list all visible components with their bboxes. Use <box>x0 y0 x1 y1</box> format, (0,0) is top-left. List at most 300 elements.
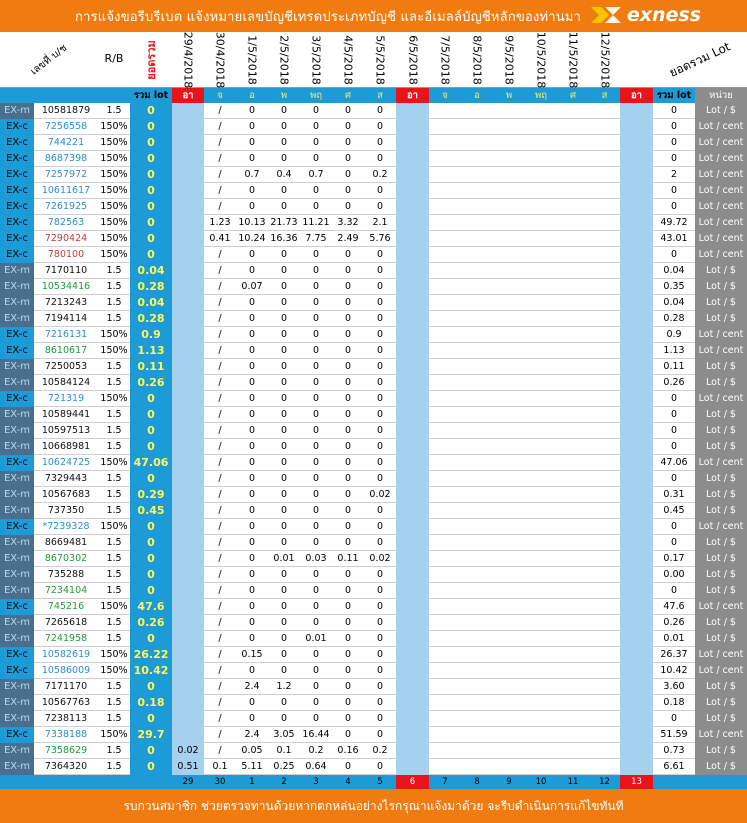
daily-lot: / <box>218 329 222 340</box>
daily-lot: 0 <box>280 665 288 676</box>
total-lot: 26.22 <box>130 647 172 663</box>
daily-lot: / <box>218 425 222 436</box>
unit-label: Lot / cent <box>695 519 747 535</box>
shaded-column <box>396 183 429 199</box>
unit-label: Lot / $ <box>695 407 747 423</box>
sum-lot: 0.26 <box>663 617 685 628</box>
date-header <box>525 32 557 88</box>
shaded-column <box>620 103 653 119</box>
account-number: 7261925 <box>44 201 88 212</box>
daily-lot: 0.15 <box>241 649 263 660</box>
account-header <box>0 32 98 88</box>
account-type: EX-c <box>0 455 34 471</box>
shaded-column <box>620 119 653 135</box>
account-type: EX-c <box>0 727 34 743</box>
total-lot: 0 <box>130 583 172 599</box>
table-row <box>0 615 747 631</box>
daily-lot: 16.36 <box>270 233 298 244</box>
daily-lot: 0 <box>312 393 320 404</box>
unit-label: Lot / cent <box>695 183 747 199</box>
account-type: EX-c <box>0 231 34 247</box>
logo-text: exness <box>626 4 701 26</box>
day-of-week-row <box>0 88 747 103</box>
unit-label: Lot / $ <box>695 679 747 695</box>
daily-lot <box>172 119 204 135</box>
daily-lot: 0 <box>312 249 320 260</box>
date-header <box>172 32 204 88</box>
shaded-column <box>396 455 429 471</box>
account-type: EX-m <box>0 487 34 503</box>
daily-lot: / <box>218 521 222 532</box>
account-number: 7338188 <box>44 729 88 740</box>
day-number-cell: 10 <box>535 777 547 787</box>
day-of-week-cell: ส <box>601 90 608 101</box>
rebate-rate: 150% <box>100 665 128 676</box>
daily-lot: 0 <box>312 201 320 212</box>
account-number: 8687398 <box>44 153 88 164</box>
shaded-column <box>620 679 653 695</box>
daily-lot: 0 <box>280 105 288 116</box>
table-row <box>0 199 747 215</box>
shaded-column <box>396 711 429 727</box>
daily-lot: 0 <box>248 553 256 564</box>
sum-lot: 0 <box>670 393 678 404</box>
daily-lot: 0 <box>344 761 352 772</box>
daily-lot: 0 <box>280 297 288 308</box>
daily-lot <box>172 519 204 535</box>
sum-lot: 0.00 <box>663 569 685 580</box>
account-type: EX-c <box>0 599 34 615</box>
daily-lot: 0 <box>376 425 384 436</box>
account-number: 7170110 <box>44 265 88 276</box>
table-row <box>0 519 747 535</box>
account-type: EX-m <box>0 471 34 487</box>
total-lot: 0.9 <box>130 327 172 343</box>
daily-lot: / <box>218 441 222 452</box>
account-type: EX-m <box>0 679 34 695</box>
account-number: *7239328 <box>42 521 90 532</box>
date-header <box>557 32 589 88</box>
shaded-column <box>620 423 653 439</box>
daily-lot: 0 <box>280 617 288 628</box>
account-number: 780100 <box>47 249 85 260</box>
daily-lot: 0 <box>248 537 256 548</box>
daily-lot <box>172 231 204 247</box>
shaded-column <box>396 151 429 167</box>
daily-lot: / <box>218 393 222 404</box>
table-row <box>0 183 747 199</box>
day-number-cell: 2 <box>281 777 287 787</box>
sum-header <box>653 32 747 88</box>
daily-lot: 0 <box>248 249 256 260</box>
rebate-rate: 150% <box>100 217 128 228</box>
daily-lot: 0 <box>312 121 320 132</box>
account-type: EX-m <box>0 311 34 327</box>
table-row <box>0 359 747 375</box>
date-header <box>589 32 620 88</box>
daily-lot: 0.03 <box>305 553 327 564</box>
total-lot: 0 <box>130 759 172 775</box>
shaded-column <box>396 263 429 279</box>
sum-lot: 6.61 <box>663 761 685 772</box>
sum-lot: 0.04 <box>663 297 685 308</box>
daily-lot: 0 <box>248 457 256 468</box>
daily-lot: 0.41 <box>209 233 231 244</box>
daily-lot: 0 <box>376 121 384 132</box>
date-header <box>364 32 396 88</box>
table-row <box>0 327 747 343</box>
day-number-row <box>0 775 747 789</box>
daily-lot: 0 <box>344 649 352 660</box>
account-type: EX-c <box>0 183 34 199</box>
daily-lot: / <box>218 569 222 580</box>
daily-lot: 0 <box>248 329 256 340</box>
rebate-rate: 1.5 <box>106 537 122 548</box>
daily-lot: 0 <box>376 521 384 532</box>
shaded-column <box>620 215 653 231</box>
rb-header-label: R/B <box>104 52 124 65</box>
total-lot: 0 <box>130 471 172 487</box>
account-number: 10567683 <box>41 489 91 500</box>
daily-lot: 0 <box>344 425 352 436</box>
sum-lot: 0 <box>670 537 678 548</box>
daily-lot: 0 <box>376 201 384 212</box>
total-lot: 0 <box>130 423 172 439</box>
total-lot: 0 <box>130 119 172 135</box>
rebate-rate: 150% <box>100 249 128 260</box>
daily-lot: / <box>218 137 222 148</box>
daily-lot: 0 <box>344 185 352 196</box>
unit-label: Lot / $ <box>695 279 747 295</box>
daily-lot: 0 <box>344 377 352 388</box>
table-row <box>0 695 747 711</box>
total-lot: 0.11 <box>130 359 172 375</box>
daily-lot: 0 <box>312 697 320 708</box>
date-header-label: 9/5/2018 <box>502 35 516 85</box>
rebate-rate: 1.5 <box>106 473 122 484</box>
daily-lot: / <box>218 169 222 180</box>
total-lot: 0.26 <box>130 615 172 631</box>
daily-lot: 0 <box>344 729 352 740</box>
daily-lot: / <box>218 265 222 276</box>
daily-lot: 0 <box>376 761 384 772</box>
account-number: 7213243 <box>44 297 88 308</box>
daily-lot: 0 <box>344 201 352 212</box>
table-row <box>0 727 747 743</box>
shaded-column <box>620 519 653 535</box>
table-row <box>0 263 747 279</box>
daily-lot: 0 <box>312 617 320 628</box>
shaded-column <box>396 647 429 663</box>
table-row <box>0 279 747 295</box>
daily-lot: / <box>218 201 222 212</box>
total-lot: 1.13 <box>130 343 172 359</box>
account-number: 7329443 <box>44 473 88 484</box>
table-row <box>0 311 747 327</box>
sum-lot: 0 <box>670 585 678 596</box>
account-type: EX-m <box>0 103 34 119</box>
account-number: 7358629 <box>44 745 88 756</box>
daily-lot: 0.02 <box>177 745 199 756</box>
date-header-label: 4/5/2018 <box>341 35 355 85</box>
unit-label: Lot / cent <box>695 599 747 615</box>
daily-lot: 0 <box>376 137 384 148</box>
daily-lot: / <box>218 105 222 116</box>
day-number-cell: 3 <box>313 777 319 787</box>
shaded-column <box>620 439 653 455</box>
shaded-column <box>396 663 429 679</box>
sum-lot: 0 <box>670 425 678 436</box>
shaded-column <box>620 359 653 375</box>
daily-lot: 0 <box>312 137 320 148</box>
sum-lot: 0.26 <box>663 377 685 388</box>
account-number: 10581879 <box>41 105 91 116</box>
daily-lot: 0 <box>248 393 256 404</box>
shaded-column <box>396 247 429 263</box>
shaded-column <box>396 679 429 695</box>
shaded-column <box>396 615 429 631</box>
daily-lot: 0 <box>344 121 352 132</box>
daily-lot: 0 <box>248 153 256 164</box>
total-lot: 0 <box>130 215 172 231</box>
unit-label: Lot / $ <box>695 311 747 327</box>
account-number: 10586009 <box>41 665 91 676</box>
daily-lot <box>172 487 204 503</box>
daily-lot: 0 <box>344 153 352 164</box>
unit-label: Lot / cent <box>695 343 747 359</box>
shaded-column <box>396 135 429 151</box>
shaded-column <box>620 647 653 663</box>
daily-lot: / <box>218 249 222 260</box>
total-lot: 0.28 <box>130 279 172 295</box>
daily-lot: 0 <box>280 361 288 372</box>
daily-lot: 0 <box>312 345 320 356</box>
shaded-column <box>620 311 653 327</box>
date-header <box>429 32 461 88</box>
shaded-column <box>396 391 429 407</box>
account-type: EX-c <box>0 647 34 663</box>
daily-lot: 0 <box>376 697 384 708</box>
sum-lot: 0.31 <box>663 489 685 500</box>
account-type: EX-m <box>0 439 34 455</box>
daily-lot <box>172 439 204 455</box>
shaded-column <box>396 167 429 183</box>
account-number: 7290424 <box>44 233 88 244</box>
shaded-column <box>396 567 429 583</box>
shaded-column <box>620 711 653 727</box>
shaded-column <box>396 551 429 567</box>
daily-lot: 0 <box>376 537 384 548</box>
shaded-column <box>620 759 653 775</box>
daily-lot <box>172 359 204 375</box>
shaded-column <box>396 199 429 215</box>
daily-lot: 0 <box>344 585 352 596</box>
rebate-rate: 1.5 <box>106 681 122 692</box>
date-header-label: 11/5/2018 <box>566 31 580 89</box>
daily-lot: 2.49 <box>337 233 359 244</box>
table-row <box>0 503 747 519</box>
daily-lot: 0 <box>248 137 256 148</box>
daily-lot: 0.7 <box>308 169 324 180</box>
shaded-column <box>620 247 653 263</box>
sum-lot: 0.45 <box>663 505 685 516</box>
sum-lot: 0 <box>670 137 678 148</box>
daily-lot: 0 <box>248 425 256 436</box>
daily-lot: / <box>218 537 222 548</box>
table-row <box>0 647 747 663</box>
daily-lot: 0 <box>344 537 352 548</box>
daily-lot: 0 <box>312 153 320 164</box>
shaded-column <box>620 503 653 519</box>
day-number-cell: 13 <box>620 775 653 789</box>
table-row <box>0 215 747 231</box>
account-number: 745216 <box>47 601 85 612</box>
daily-lot: 0 <box>248 489 256 500</box>
unit-label: Lot / $ <box>695 439 747 455</box>
rebate-rate: 1.5 <box>106 361 122 372</box>
daily-lot: 0 <box>376 265 384 276</box>
unit-label: Lot / cent <box>695 199 747 215</box>
unit-label: Lot / cent <box>695 727 747 743</box>
daily-lot <box>172 567 204 583</box>
date-header-label: 29/4/2018 <box>181 31 195 89</box>
top-banner <box>0 0 747 32</box>
daily-lot <box>172 423 204 439</box>
daily-lot: 0.01 <box>305 633 327 644</box>
rebate-rate: 150% <box>100 185 128 196</box>
daily-lot: 0 <box>344 601 352 612</box>
daily-lot <box>172 535 204 551</box>
daily-lot <box>172 263 204 279</box>
shaded-column <box>620 599 653 615</box>
sum-lot: 10.42 <box>660 665 688 676</box>
unit-label: Lot / cent <box>695 647 747 663</box>
daily-lot: 0 <box>280 473 288 484</box>
rebate-rate: 1.5 <box>106 569 122 580</box>
shaded-column <box>396 279 429 295</box>
shaded-column <box>620 343 653 359</box>
daily-lot: 0.1 <box>276 745 292 756</box>
shaded-column <box>396 519 429 535</box>
daily-lot: 0 <box>344 329 352 340</box>
unit-label: Lot / $ <box>695 711 747 727</box>
sum-lot: 0 <box>670 713 678 724</box>
sum-lot: 49.72 <box>660 217 688 228</box>
daily-lot: 0 <box>280 457 288 468</box>
account-number: 10534416 <box>41 281 91 292</box>
daily-lot: 0 <box>344 409 352 420</box>
daily-lot: 5.11 <box>241 761 263 772</box>
daily-lot: / <box>218 617 222 628</box>
rebate-rate: 1.5 <box>106 105 122 116</box>
account-number: 721319 <box>47 393 85 404</box>
rebate-rate: 150% <box>100 201 128 212</box>
daily-lot <box>172 199 204 215</box>
daily-lot: 0 <box>280 569 288 580</box>
daily-lot: 0 <box>280 137 288 148</box>
sum-lot: 43.01 <box>660 233 688 244</box>
daily-lot: / <box>218 377 222 388</box>
sum-lot: 1.13 <box>663 345 685 356</box>
daily-lot <box>172 631 204 647</box>
account-number: 7257972 <box>44 169 88 180</box>
shaded-column <box>396 583 429 599</box>
unit-label: Lot / $ <box>695 615 747 631</box>
daily-lot: / <box>218 601 222 612</box>
unit-label: Lot / cent <box>695 151 747 167</box>
day-number-cell: 30 <box>214 777 226 787</box>
daily-lot <box>172 135 204 151</box>
daily-lot: 0 <box>312 281 320 292</box>
daily-lot: 0 <box>280 713 288 724</box>
sum-lot: 2 <box>670 169 678 180</box>
daily-lot: 0 <box>312 409 320 420</box>
daily-lot: 0 <box>280 345 288 356</box>
total-lot: 0.18 <box>130 695 172 711</box>
daily-lot: 0 <box>248 121 256 132</box>
sub-sum-label: รวม lot <box>656 90 692 101</box>
account-type: EX-c <box>0 343 34 359</box>
rebate-rate: 1.5 <box>106 425 122 436</box>
account-type: EX-c <box>0 663 34 679</box>
table-row <box>0 583 747 599</box>
rebate-rate: 150% <box>100 729 128 740</box>
daily-lot <box>172 391 204 407</box>
daily-lot <box>172 503 204 519</box>
daily-lot: 0.2 <box>372 169 388 180</box>
daily-lot: 0.16 <box>337 745 359 756</box>
account-number: 7171170 <box>44 681 88 692</box>
total-lot: 47.6 <box>130 599 172 615</box>
daily-lot: 0 <box>312 265 320 276</box>
daily-lot: 0 <box>248 473 256 484</box>
date-header <box>396 32 429 88</box>
daily-lot: 0.2 <box>372 745 388 756</box>
daily-lot: 0.01 <box>273 553 295 564</box>
daily-lot <box>172 615 204 631</box>
daily-lot: 0 <box>344 137 352 148</box>
account-type: EX-m <box>0 423 34 439</box>
account-number: 8669481 <box>44 537 88 548</box>
account-type: EX-c <box>0 519 34 535</box>
daily-lot: 0 <box>248 409 256 420</box>
sum-lot: 0.35 <box>663 281 685 292</box>
daily-lot: / <box>218 633 222 644</box>
daily-lot: / <box>218 697 222 708</box>
account-type: EX-c <box>0 119 34 135</box>
daily-lot: 0 <box>376 457 384 468</box>
account-number: 10668981 <box>41 441 91 452</box>
rebate-rate: 1.5 <box>106 281 122 292</box>
rebate-rate: 1.5 <box>106 553 122 564</box>
account-number: 7265618 <box>44 617 88 628</box>
account-number: 10624725 <box>41 457 91 468</box>
table-row <box>0 551 747 567</box>
shaded-column <box>396 727 429 743</box>
daily-lot: 5.76 <box>369 233 391 244</box>
account-number: 782563 <box>47 217 85 228</box>
daily-lot <box>172 663 204 679</box>
unit-label: Lot / $ <box>695 695 747 711</box>
daily-lot <box>172 295 204 311</box>
shaded-column <box>620 631 653 647</box>
table-row <box>0 679 747 695</box>
shaded-column <box>396 743 429 759</box>
table-row <box>0 119 747 135</box>
daily-lot: 0 <box>280 489 288 500</box>
daily-lot: 0.02 <box>369 553 391 564</box>
unit-label: Lot / cent <box>695 135 747 151</box>
